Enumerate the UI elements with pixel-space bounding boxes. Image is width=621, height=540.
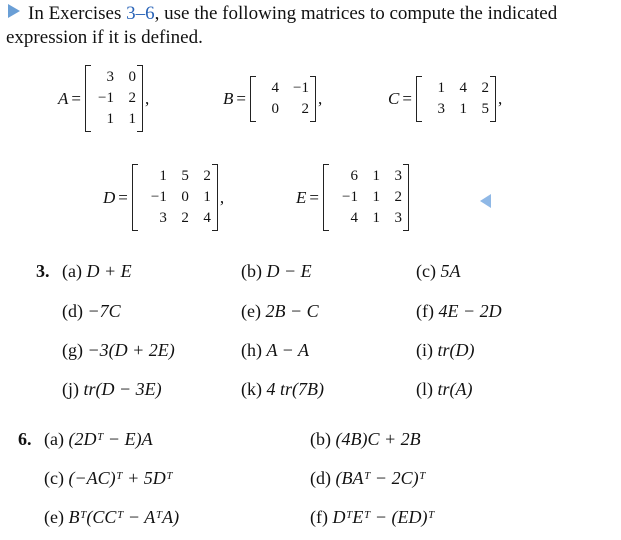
item-tag: (b) <box>241 261 262 281</box>
exercise-number: 3. <box>36 261 50 281</box>
exercise-item <box>310 427 421 451</box>
matrix-cell: 3 <box>394 210 402 226</box>
item-tag: (b) <box>310 429 331 449</box>
matrix-cell: 1 <box>203 189 211 205</box>
exercise-item <box>62 377 162 401</box>
matrix-cell: 1 <box>372 189 380 205</box>
item-expression: tr(A) <box>437 379 473 399</box>
item-expression: −3(D + 2E) <box>87 340 175 360</box>
matrix-cell: 1 <box>106 111 114 127</box>
matrix-d-name: D <box>103 187 116 207</box>
item-tag: (l) <box>416 379 433 399</box>
exercise-item <box>44 466 173 490</box>
item-tag: (g) <box>62 340 83 360</box>
item-tag: (f) <box>416 301 434 321</box>
item-tag: (k) <box>241 379 262 399</box>
item-tag: (e) <box>241 301 261 321</box>
matrix-cell: 3 <box>394 168 402 184</box>
exercise-3-label <box>36 259 50 283</box>
item-expression: D − E <box>266 261 312 281</box>
exercise-item <box>416 299 502 323</box>
matrix-cell: 5 <box>181 168 189 184</box>
exercise-item <box>416 259 460 283</box>
item-expression: 4E − 2D <box>438 301 502 321</box>
intro-prefix: In Exercises <box>28 3 127 24</box>
matrix-cell: 6 <box>350 168 358 184</box>
matrix-cell: 3 <box>159 210 167 226</box>
exercise-6-label <box>18 427 32 451</box>
equals-sign: = <box>71 88 81 108</box>
matrix-d <box>103 165 224 230</box>
matrix-a <box>58 66 149 131</box>
exercise-intro <box>6 2 616 50</box>
matrix-cell: 0 <box>128 69 136 85</box>
exercise-item <box>62 259 132 283</box>
item-tag: (e) <box>44 507 64 527</box>
item-expression: 5A <box>440 261 461 281</box>
item-expression: 2B − C <box>265 301 319 321</box>
matrix-cell: 0 <box>271 101 279 117</box>
matrix-cell: 3 <box>106 69 114 85</box>
matrix-cell: 0 <box>181 189 189 205</box>
matrix-cell: 2 <box>301 101 309 117</box>
matrix-cell: 1 <box>459 101 467 117</box>
exercise-item <box>62 338 175 362</box>
matrix-e-name: E <box>296 187 307 207</box>
matrix-cell: −1 <box>342 189 358 205</box>
exercise-item <box>44 505 179 529</box>
matrix-cell: 2 <box>394 189 402 205</box>
matrix-b-comma: , <box>317 89 323 108</box>
exercise-item <box>241 259 312 283</box>
triangle-marker-icon <box>8 4 20 18</box>
item-tag: (d) <box>310 468 331 488</box>
matrix-d-comma: , <box>219 187 225 207</box>
equals-sign: = <box>118 187 128 207</box>
exercise-item <box>241 299 319 323</box>
item-expression: (−AC)ᵀ + 5Dᵀ <box>68 468 173 488</box>
exercise-item <box>416 338 475 362</box>
matrix-b-name: B <box>223 89 234 108</box>
intro-rest: , use the following matrices to compute the indicated expression if it is defined. <box>6 3 558 48</box>
matrix-a-name: A <box>58 88 69 108</box>
matrix-cell: 2 <box>481 80 489 96</box>
matrix-cell: 5 <box>481 101 489 117</box>
matrix-cell: 1 <box>159 168 167 184</box>
exercise-item <box>310 505 434 529</box>
exercise-item <box>310 466 426 490</box>
matrix-cell: −1 <box>150 189 167 205</box>
item-tag: (i) <box>416 340 433 360</box>
matrix-cell: −1 <box>293 80 309 96</box>
item-expression: A − A <box>266 340 309 360</box>
matrix-cell: 1 <box>128 111 136 127</box>
item-tag: (a) <box>62 261 82 281</box>
item-tag: (a) <box>44 429 64 449</box>
item-expression: (BAᵀ − 2C)ᵀ <box>335 468 426 488</box>
matrix-b <box>223 77 322 121</box>
item-expression: (4B)C + 2B <box>335 429 421 449</box>
matrix-cell: 4 <box>350 210 358 226</box>
exercise-item <box>241 338 309 362</box>
matrix-cell: 4 <box>459 80 467 96</box>
matrix-cell: 1 <box>372 168 380 184</box>
matrix-cell: 2 <box>128 90 136 106</box>
item-expression: tr(D − 3E) <box>83 379 162 399</box>
matrix-c-name: C <box>388 89 400 108</box>
exercise-item <box>62 299 121 323</box>
item-tag: (d) <box>62 301 83 321</box>
item-expression: (2Dᵀ − E)A <box>68 429 153 449</box>
matrix-cell: 4 <box>203 210 211 226</box>
matrix-cell: 3 <box>437 101 445 117</box>
matrix-cell: 2 <box>181 210 189 226</box>
exercise-number: 6. <box>18 429 32 449</box>
equals-sign: = <box>309 187 319 207</box>
matrix-cell: −1 <box>98 90 114 106</box>
exercise-range-link[interactable]: 3–6 <box>126 3 155 24</box>
matrix-a-comma: , <box>144 88 150 108</box>
item-expression: D + E <box>86 261 132 281</box>
matrix-cell: 1 <box>437 80 445 96</box>
item-expression: tr(D) <box>437 340 475 360</box>
item-expression: −7C <box>87 301 121 321</box>
exercise-item <box>44 427 153 451</box>
item-tag: (f) <box>310 507 328 527</box>
matrix-cell: 2 <box>203 168 211 184</box>
equals-sign: = <box>402 89 412 108</box>
item-tag: (c) <box>44 468 64 488</box>
left-arrow-icon[interactable] <box>480 194 491 208</box>
item-tag: (c) <box>416 261 436 281</box>
equals-sign: = <box>236 89 246 108</box>
matrix-c-comma: , <box>497 89 503 108</box>
matrix-cell: 1 <box>372 210 380 226</box>
exercise-item <box>416 377 473 401</box>
exercise-item <box>241 377 324 401</box>
matrix-c <box>388 77 502 121</box>
matrix-cell: 4 <box>271 80 279 96</box>
item-expression: DᵀEᵀ − (ED)ᵀ <box>332 507 435 527</box>
matrix-e <box>296 165 409 230</box>
item-expression: 4 tr(7B) <box>266 379 324 399</box>
item-tag: (h) <box>241 340 262 360</box>
item-tag: (j) <box>62 379 79 399</box>
item-expression: Bᵀ(CCᵀ − AᵀA) <box>68 507 180 527</box>
